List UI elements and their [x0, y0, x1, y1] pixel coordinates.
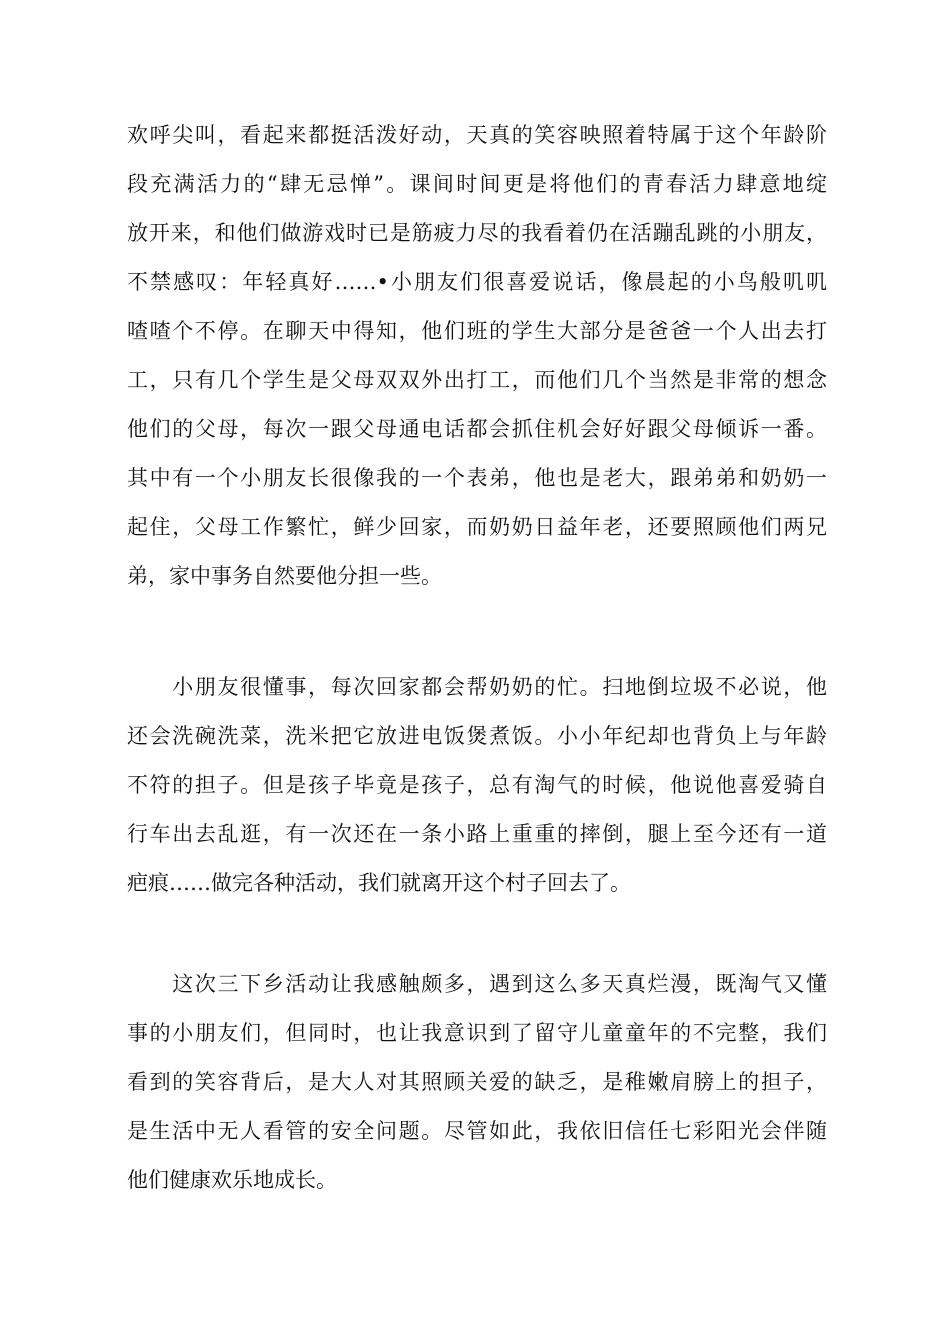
text-line: 小朋友很懂事，每次回家都会帮奶奶的忙。扫地倒垃圾不必说，他: [127, 675, 827, 699]
text-line: 是生活中无人看管的安全问题。尽管如此，我依旧信任七彩阳光会伴随: [127, 1119, 827, 1143]
text-line: 看到的笑容背后，是大人对其照顾关爱的缺乏，是稚嫩肩膀上的担子，: [127, 1070, 827, 1094]
paragraph-1: [127, 111, 827, 601]
text-line: 其中有一个小朋友长很像我的一个表弟，他也是老大，跟弟弟和奶奶一: [127, 466, 827, 490]
text-line: 他们的父母，每次一跟父母通电话都会抓住机会好好跟父母倾诉一番。: [127, 417, 827, 441]
text-line: 不符的担子。但是孩子毕竟是孩子，总有淘气的时候，他说他喜爱骑自: [127, 773, 827, 797]
text-line: 他们健康欢乐地成长。: [127, 1168, 337, 1192]
text-line: 不禁感叹：年轻真好……•小朋友们很喜爱说话，像晨起的小鸟般叽叽: [127, 270, 827, 294]
text-line: 放开来，和他们做游戏时已是筋疲力尽的我看着仍在活蹦乱跳的小朋友，: [127, 221, 827, 245]
text-line: 事的小朋友们，但同时，也让我意识到了留守儿童童年的不完整，我们: [127, 1021, 827, 1045]
text-line: 工，只有几个学生是父母双双外出打工，而他们几个当然是非常的想念: [127, 368, 827, 392]
text-line: 起住，父母工作繁忙，鲜少回家，而奶奶日益年老，还要照顾他们两兄: [127, 515, 827, 539]
text-line: 这次三下乡活动让我感触颇多，遇到这么多天真烂漫，既淘气又懂: [127, 972, 827, 996]
paragraph-2: [127, 663, 827, 908]
text-line: 段充满活力的“肆无忌惮”。课间时间更是将他们的青春活力肆意地绽: [127, 172, 827, 196]
text-line: 欢呼尖叫，看起来都挺活泼好动，天真的笑容映照着特属于这个年龄阶: [127, 123, 827, 147]
text-line: 行车出去乱逛，有一次还在一条小路上重重的摔倒，腿上至今还有一道: [127, 822, 827, 846]
text-line: 疤痕……做完各种活动，我们就离开这个村子回去了。: [127, 871, 631, 895]
paragraph-3: [127, 960, 827, 1205]
text-line: 喳喳个不停。在聊天中得知，他们班的学生大部分是爸爸一个人出去打: [127, 319, 827, 343]
text-line: 弟，家中事务自然要他分担一些。: [127, 564, 442, 588]
text-line: 还会洗碗洗菜，洗米把它放进电饭煲煮饭。小小年纪却也背负上与年龄: [127, 724, 827, 748]
